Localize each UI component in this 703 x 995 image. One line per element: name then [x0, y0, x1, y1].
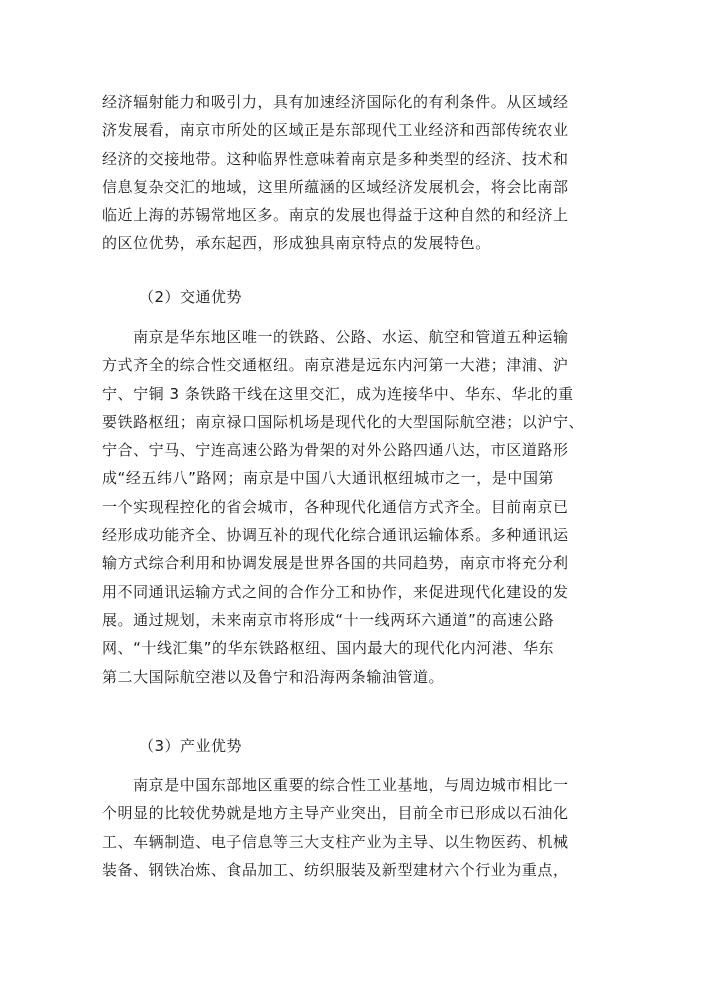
- paragraph-industry-advantage: [102, 771, 602, 884]
- paragraph-line: 成“经五纬八”路网；南京是中国八大通讯枢纽城市之一，是中国第: [102, 469, 555, 488]
- paragraph-line: 济发展看，南京市所处的区域正是东部现代工业经济和西部传统农业: [102, 121, 569, 140]
- section-heading-transport: （2）交通优势: [139, 288, 243, 306]
- paragraph-line: 个明显的比较优势就是地方主导产业突出，目前全市已形成以石油化: [102, 804, 569, 823]
- paragraph-line: 经济的交接地带。这种临界性意味着南京是多种类型的经济、技术和: [102, 149, 569, 168]
- section-heading-industry: （3）产业优势: [139, 737, 243, 755]
- paragraph-line: 信息复杂交汇的地域，这里所蕴涵的区域经济发展机会，将会比南部: [102, 177, 569, 196]
- paragraph-line: 的区位优势，承东起西，形成独具南京特点的发展特色。: [102, 234, 491, 253]
- paragraph-line: 工、车辆制造、电子信息等三大支柱产业为主导、以生物医药、机械: [102, 832, 569, 851]
- paragraph-line: 方式齐全的综合性交通枢纽。南京港是远东内河第一大港；津浦、沪: [102, 356, 569, 375]
- paragraph-line: 装备、钢铁冶炼、食品加工、纺织服装及新型建材六个行业为重点，: [102, 860, 569, 879]
- paragraph-regional-advantage: [102, 88, 602, 258]
- paragraph-line: 经济辐射能力和吸引力，具有加速经济国际化的有利条件。从区域经: [102, 93, 569, 111]
- paragraph-line: 用不同通讯运输方式之间的合作分工和协作，来促进现代化建设的发: [102, 582, 569, 601]
- paragraph-line: 一个实现程控化的省会城市，各种现代化通信方式齐全。目前南京已: [102, 497, 569, 516]
- paragraph-line: 南京是中国东部地区重要的综合性工业基地，与周边城市相比一: [102, 776, 569, 794]
- paragraph-line: 临近上海的苏锡常地区多。南京的发展也得益于这种自然的和经济上: [102, 206, 569, 225]
- paragraph-line: 输方式综合利用和协调发展是世界各国的共同趋势，南京市将充分利: [102, 554, 569, 573]
- paragraph-line: 宁、宁铜 3 条铁路干线在这里交汇，成为连接华中、华东、华北的重: [102, 384, 574, 403]
- paragraph-line: 经形成功能齐全、协调互补的现代化综合通讯运输体系。多种通讯运: [102, 526, 569, 545]
- paragraph-line: 要铁路枢纽；南京禄口国际机场是现代化的大型国际航空港；以沪宁、: [102, 412, 585, 431]
- paragraph-line: 网、“十线汇集”的华东铁路枢纽、国内最大的现代化内河港、华东: [102, 639, 555, 658]
- paragraph-line: 宁合、宁马、宁连高速公路为骨架的对外公路四通八达，市区道路形: [102, 441, 569, 460]
- paragraph-line: 第二大国际航空港以及鲁宁和沿海两条输油管道。: [102, 667, 445, 686]
- paragraph-transport-advantage: [102, 323, 602, 691]
- paragraph-line: 南京是华东地区唯一的铁路、公路、水运、航空和管道五种运输: [102, 328, 569, 346]
- paragraph-line: 展。通过规划，未来南京市将形成“十一线两环六通道”的高速公路: [102, 610, 555, 629]
